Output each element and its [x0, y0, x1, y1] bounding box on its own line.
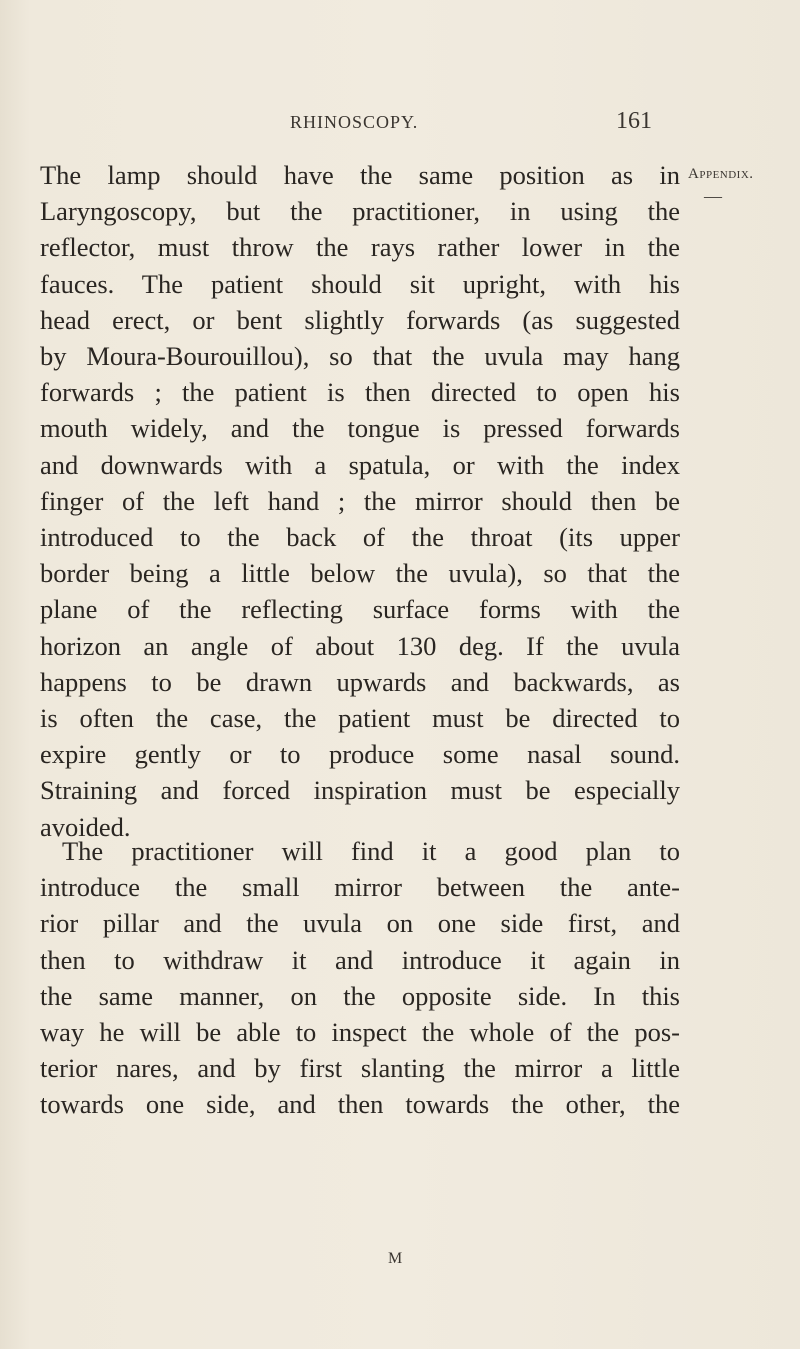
text-line: head erect, or bent slightly forwards (as suggested — [40, 304, 680, 335]
text-line: happens to be drawn upwards and backwards, as — [40, 666, 680, 697]
margin-dash: — — [704, 186, 722, 206]
text-line: mouth widely, and the tongue is pressed forwards — [40, 413, 680, 444]
text-line: The practitioner will find it a good plan to — [62, 836, 680, 866]
text-line: avoided. — [40, 811, 131, 842]
text-line: expire gently or to produce some nasal sound. — [40, 739, 680, 770]
text-line: Laryngoscopy, but the practitioner, in using the — [40, 196, 680, 227]
text-line: finger of the left hand ; the mirror should then be — [40, 485, 680, 516]
signature-mark: M — [388, 1250, 403, 1267]
running-head: RHINOSCOPY. — [290, 112, 419, 132]
text-line: then to withdraw it and introduce it again in — [40, 944, 680, 975]
text-line: way he will be able to inspect the whole of the pos- — [40, 1017, 680, 1048]
paragraph-1 — [40, 157, 680, 845]
text-line: introduced to the back of the throat (its upper — [40, 522, 680, 553]
text-line: fauces. The patient should sit upright, with his — [40, 268, 680, 299]
paragraph-2 — [40, 833, 680, 1123]
text-line: terior nares, and by first slanting the mirror a little — [40, 1053, 680, 1084]
margin-note-appendix: Appendix. — [688, 166, 754, 182]
text-line: towards one side, and then towards the other, the — [40, 1089, 680, 1120]
text-line: The lamp should have the same position as in — [40, 160, 680, 190]
text-line: by Moura-Bourouillou), so that the uvula may hang — [40, 341, 680, 372]
text-line: rior pillar and the uvula on one side first, and — [40, 908, 680, 939]
text-line: reflector, must throw the rays rather lower in the — [40, 232, 680, 263]
text-line: and downwards with a spatula, or with the index — [40, 449, 680, 480]
text-line: introduce the small mirror between the ante- — [40, 872, 680, 903]
page-number: 161 — [616, 108, 652, 134]
text-line: plane of the reflecting surface forms with the — [40, 594, 680, 625]
text-line: is often the case, the patient must be directed to — [40, 703, 680, 734]
text-line: forwards ; the patient is then directed to open his — [40, 377, 680, 408]
text-line: border being a little below the uvula), so that the — [40, 558, 680, 589]
text-line: Straining and forced inspiration must be especially — [40, 775, 680, 806]
text-line: horizon an angle of about 130 deg. If the uvula — [40, 630, 680, 661]
text-line: the same manner, on the opposite side. In this — [40, 980, 680, 1011]
